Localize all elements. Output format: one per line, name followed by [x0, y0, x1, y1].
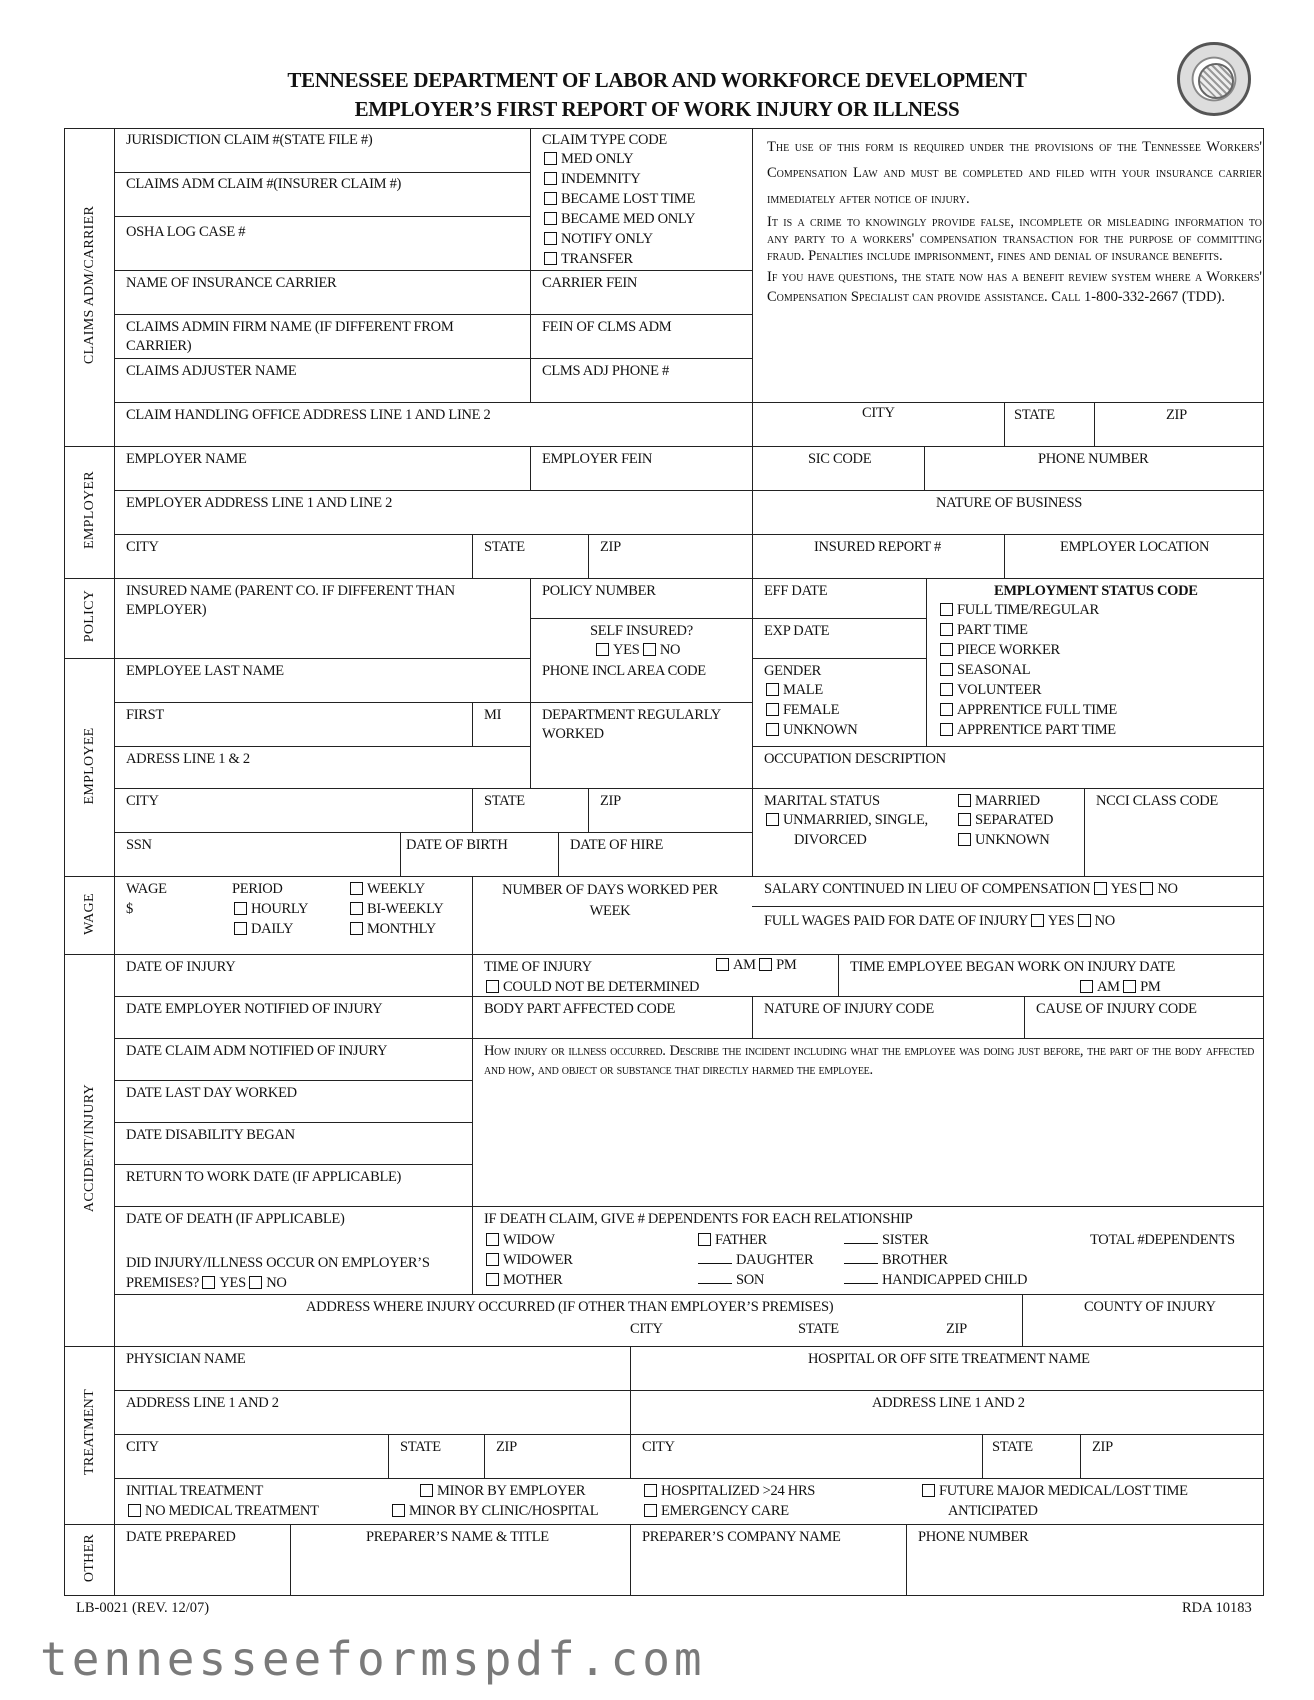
checkbox[interactable] — [958, 794, 971, 807]
status-part-time[interactable]: PART TIME — [940, 621, 1028, 640]
on-premises-question[interactable]: PREMISES? YES NO — [126, 1275, 287, 1291]
employer-state-label: STATE — [484, 539, 525, 555]
self-insured-no-checkbox[interactable] — [643, 643, 656, 656]
section-wage-label: WAGE — [82, 893, 97, 935]
treatment-future-major[interactable]: FUTURE MAJOR MEDICAL/LOST TIME — [922, 1482, 1188, 1501]
checkbox[interactable] — [350, 922, 363, 935]
time-began-work-label: TIME EMPLOYEE BEGAN WORK ON INJURY DATE — [850, 959, 1176, 975]
marital-unmarried[interactable]: UNMARRIED, SINGLE, — [766, 811, 928, 830]
checkbox[interactable] — [486, 1273, 499, 1286]
checkbox[interactable] — [940, 623, 953, 636]
employer-phone-label: PHONE NUMBER — [1038, 451, 1149, 467]
blank-line[interactable] — [844, 1243, 878, 1244]
checkbox[interactable] — [922, 1484, 935, 1497]
marital-divorced-label: DIVORCED — [794, 832, 867, 848]
checkbox[interactable] — [350, 882, 363, 895]
section-claims-label: CLAIMS ADM/CARRIER — [82, 205, 97, 365]
checkbox[interactable] — [766, 683, 779, 696]
death-claim-label: IF DEATH CLAIM, GIVE # DEPENDENTS FOR EACH RELATIONSHIP — [484, 1211, 913, 1227]
time-began-ampm[interactable]: AM PM — [1080, 978, 1160, 997]
ssn-label: SSN — [126, 837, 152, 853]
dependent-sister[interactable]: SISTER — [844, 1231, 929, 1250]
period-daily[interactable]: DAILY — [234, 920, 293, 939]
total-dependents-label: TOTAL #DEPENDENTS — [1090, 1232, 1235, 1248]
checkbox[interactable] — [958, 813, 971, 826]
treatment-anticipated-label: ANTICIPATED — [948, 1503, 1038, 1519]
checkbox[interactable] — [940, 723, 953, 736]
date-disability-label: DATE DISABILITY BEGAN — [126, 1127, 295, 1143]
form-number: LB-0021 (REV. 12/07) — [76, 1600, 210, 1616]
employer-location-label: EMPLOYER LOCATION — [1060, 539, 1210, 555]
salary-continued[interactable]: SALARY CONTINUED IN LIEU OF COMPENSATION YES NO — [764, 881, 1178, 897]
claim-office-address-label: CLAIM HANDLING OFFICE ADDRESS LINE 1 AND LINE 2 — [126, 407, 491, 423]
ncci-class-label: NCCI CLASS CODE — [1096, 793, 1218, 809]
checkbox[interactable] — [350, 902, 363, 915]
rda-number: RDA 10183 — [1182, 1600, 1252, 1616]
form-notice — [767, 134, 1262, 309]
hospital-city-label: CITY — [642, 1439, 675, 1455]
policy-number-label: POLICY NUMBER — [542, 583, 656, 599]
status-piece-worker[interactable]: PIECE WORKER — [940, 641, 1060, 660]
date-of-injury-label: DATE OF INJURY — [126, 959, 236, 975]
status-apprentice-full[interactable]: APPRENTICE FULL TIME — [940, 701, 1117, 720]
dependent-widow[interactable]: WIDOW — [486, 1231, 555, 1250]
clms-adj-phone-label: CLMS ADJ PHONE # — [542, 363, 669, 379]
eff-date-label: EFF DATE — [764, 583, 828, 599]
insurance-carrier-label: NAME OF INSURANCE CARRIER — [126, 275, 337, 291]
checkbox[interactable] — [1080, 980, 1093, 993]
checkbox[interactable] — [544, 232, 557, 245]
claims-admin-firm-label: CLAIMS ADMIN FIRM NAME (IF DIFFERENT FROM CARRIER) — [126, 319, 454, 354]
injury-state-label: STATE — [798, 1321, 839, 1337]
blank-line[interactable] — [698, 1263, 732, 1264]
employer-zip-label: ZIP — [600, 539, 621, 555]
checkbox[interactable] — [234, 902, 247, 915]
dependent-brother[interactable]: BROTHER — [844, 1251, 948, 1270]
treatment-minor-clinic[interactable]: MINOR BY CLINIC/HOSPITAL — [392, 1502, 598, 1521]
period-biweekly[interactable]: BI-WEEKLY — [350, 900, 443, 919]
claim-type-code-label: CLAIM TYPE CODE — [542, 132, 667, 148]
notice-requirement: The use of this form is required under the provisions of the Tennessee Workers' Compensation Law and must be completed and filed with your insurance carrier immediately after notice of injury. — [767, 139, 1262, 207]
date-adm-notified-label: DATE CLAIM ADM NOTIFIED OF INJURY — [126, 1043, 388, 1059]
return-to-work-label: RETURN TO WORK DATE (IF APPLICABLE) — [126, 1169, 402, 1185]
employee-city-label: CITY — [126, 793, 159, 809]
occupation-label: OCCUPATION DESCRIPTION — [764, 751, 946, 767]
injury-city-label: CITY — [630, 1321, 663, 1337]
initial-treatment-label: INITIAL TREATMENT — [126, 1483, 264, 1499]
nature-of-business-label: NATURE OF BUSINESS — [936, 495, 1083, 511]
claim-type-transfer[interactable]: TRANSFER — [544, 250, 633, 269]
physician-state-label: STATE — [400, 1439, 441, 1455]
preparer-name-label: PREPARER’S NAME & TITLE — [366, 1529, 549, 1545]
treatment-minor-employer[interactable]: MINOR BY EMPLOYER — [420, 1482, 585, 1501]
section-employee-label: EMPLOYEE — [82, 727, 97, 805]
section-other-label: OTHER — [82, 1533, 97, 1583]
section-accident-label: ACCIDENT/INJURY — [82, 1083, 97, 1213]
section-treatment-label: TREATMENT — [82, 1389, 97, 1475]
checkbox[interactable] — [644, 1484, 657, 1497]
period-label: PERIOD — [232, 881, 283, 897]
employer-address-label: EMPLOYER ADDRESS LINE 1 AND LINE 2 — [126, 495, 393, 511]
full-wages-paid[interactable]: FULL WAGES PAID FOR DATE OF INJURY YES NO — [764, 913, 1115, 929]
address-injury-label: ADDRESS WHERE INJURY OCCURRED (IF OTHER THAN EMPLOYER’S PREMISES) — [306, 1299, 834, 1315]
dependent-mother[interactable]: MOTHER — [486, 1271, 562, 1290]
checkbox[interactable] — [1031, 914, 1044, 927]
dependent-widower[interactable]: WIDOWER — [486, 1251, 573, 1270]
gender-label: GENDER — [764, 663, 822, 679]
could-not-be-determined[interactable]: COULD NOT BE DETERMINED — [486, 978, 699, 997]
period-weekly[interactable]: WEEKLY — [350, 880, 425, 899]
gender-unknown[interactable]: UNKNOWN — [766, 721, 857, 740]
treatment-emergency[interactable]: EMERGENCY CARE — [644, 1502, 789, 1521]
checkbox[interactable] — [486, 980, 499, 993]
date-prepared-label: DATE PREPARED — [126, 1529, 236, 1545]
physician-zip-label: ZIP — [496, 1439, 517, 1455]
checkbox[interactable] — [544, 252, 557, 265]
employment-status-title: EMPLOYMENT STATUS CODE — [994, 583, 1198, 599]
claim-type-became-med-only[interactable]: BECAME MED ONLY — [544, 210, 695, 229]
status-apprentice-part[interactable]: APPRENTICE PART TIME — [940, 721, 1116, 740]
dependent-handicapped[interactable]: HANDICAPPED CHILD — [844, 1271, 1027, 1290]
checkbox[interactable] — [544, 152, 557, 165]
body-part-label: BODY PART AFFECTED CODE — [484, 1001, 676, 1017]
how-injury-occurred-label: How injury or illness occurred. Describe the incident including what the employee was doing just before, the part of the body affected and how, and object or substance that directly harmed the employee. — [484, 1043, 1254, 1078]
gender-female[interactable]: FEMALE — [766, 701, 839, 720]
employee-zip-label: ZIP — [600, 793, 621, 809]
claims-adjuster-label: CLAIMS ADJUSTER NAME — [126, 363, 297, 379]
site-watermark: tennesseeformspdf.com — [40, 1632, 706, 1686]
claim-type-lost-time[interactable]: BECAME LOST TIME — [544, 190, 695, 209]
employee-state-label: STATE — [484, 793, 525, 809]
blank-line[interactable] — [844, 1283, 878, 1284]
wage-dollar-label: $ — [126, 901, 133, 917]
marital-married[interactable]: MARRIED — [958, 792, 1040, 811]
checkbox[interactable] — [544, 212, 557, 225]
marital-status-label: MARITAL STATUS — [764, 793, 880, 809]
on-premises-label-1: DID INJURY/ILLNESS OCCUR ON EMPLOYER’S — [126, 1255, 430, 1271]
marital-separated[interactable]: SEPARATED — [958, 811, 1053, 830]
exp-date-label: EXP DATE — [764, 623, 830, 639]
cause-of-injury-label: CAUSE OF INJURY CODE — [1036, 1001, 1197, 1017]
department-label: DEPARTMENT REGULARLY WORKED — [542, 707, 721, 742]
preparer-company-label: PREPARER’S COMPANY NAME — [642, 1529, 841, 1545]
checkbox[interactable] — [128, 1504, 141, 1517]
blank-line[interactable] — [844, 1263, 878, 1264]
checkbox[interactable] — [940, 703, 953, 716]
claim-city-label: CITY — [862, 405, 895, 421]
employer-name-label: EMPLOYER NAME — [126, 451, 247, 467]
wage-label: WAGE — [126, 881, 167, 897]
nature-of-injury-label: NATURE OF INJURY CODE — [764, 1001, 934, 1017]
date-employer-notified-label: DATE EMPLOYER NOTIFIED OF INJURY — [126, 1001, 383, 1017]
hospital-address-label: ADDRESS LINE 1 AND 2 — [872, 1395, 1025, 1411]
checkbox[interactable] — [766, 723, 779, 736]
notice-fraud-warning: It is a crime to knowingly provide false, incomplete or misleading information to any party to a workers' compensation transaction for the purpose of committing fraud. Penalties include imprisonment, fines and denial of insurance benefits. — [767, 214, 1262, 264]
sic-code-label: SIC CODE — [808, 451, 872, 467]
treatment-hospitalized[interactable]: HOSPITALIZED >24 HRS — [644, 1482, 815, 1501]
insured-report-label: INSURED REPORT # — [814, 539, 941, 555]
employer-fein-label: EMPLOYER FEIN — [542, 451, 653, 467]
dependent-son[interactable]: SON — [698, 1271, 764, 1290]
status-full-time[interactable]: FULL TIME/REGULAR — [940, 601, 1099, 620]
dependent-daughter[interactable]: DAUGHTER — [698, 1251, 813, 1270]
hospital-zip-label: ZIP — [1092, 1439, 1113, 1455]
checkbox[interactable] — [716, 958, 729, 971]
period-monthly[interactable]: MONTHLY — [350, 920, 436, 939]
checkbox[interactable] — [1078, 914, 1091, 927]
blank-line[interactable] — [698, 1283, 732, 1284]
time-of-injury-label: TIME OF INJURY — [484, 959, 592, 975]
checkbox[interactable] — [1123, 980, 1136, 993]
employee-last-name-label: EMPLOYEE LAST NAME — [126, 663, 284, 679]
employer-city-label: CITY — [126, 539, 159, 555]
days-worked-label: NUMBER OF DAYS WORKED PER WEEK — [502, 882, 718, 919]
claim-zip-label: ZIP — [1166, 407, 1187, 423]
section-employer-label: EMPLOYER — [82, 471, 97, 549]
checkbox[interactable] — [940, 643, 953, 656]
checkbox[interactable] — [940, 663, 953, 676]
claim-type-indemnity[interactable]: INDEMNITY — [544, 170, 640, 189]
time-of-injury-ampm[interactable]: AM PM — [716, 956, 796, 975]
checkbox[interactable] — [249, 1276, 262, 1289]
hospital-state-label: STATE — [992, 1439, 1033, 1455]
physician-address-label: ADDRESS LINE 1 AND 2 — [126, 1395, 279, 1411]
employee-first-label: FIRST — [126, 707, 164, 723]
preparer-phone-label: PHONE NUMBER — [918, 1529, 1029, 1545]
form-title-line2: EMPLOYER’S FIRST REPORT OF WORK INJURY OR ILLNESS — [354, 97, 960, 121]
checkbox[interactable] — [202, 1276, 215, 1289]
status-volunteer[interactable]: VOLUNTEER — [940, 681, 1041, 700]
checkbox[interactable] — [940, 603, 953, 616]
claims-adm-claim-label: CLAIMS ADM CLAIM #(INSURER CLAIM #) — [126, 176, 402, 192]
dependent-father[interactable]: FATHER — [698, 1231, 767, 1250]
notice-assistance: If you have questions, the state now has a benefit review system where a Workers' Compensation Specialist can provide assistance. Call 1-800-332-2667 (TDD). — [767, 269, 1262, 305]
claim-type-med-only[interactable]: MED ONLY — [544, 150, 633, 169]
employee-mi-label: MI — [484, 707, 502, 723]
dob-label: DATE OF BIRTH — [406, 837, 508, 853]
period-hourly[interactable]: HOURLY — [234, 900, 308, 919]
employee-address-label: ADRESS LINE 1 & 2 — [126, 751, 250, 767]
date-of-hire-label: DATE OF HIRE — [570, 837, 664, 853]
checkbox[interactable] — [392, 1504, 405, 1517]
treatment-no-medical[interactable]: NO MEDICAL TREATMENT — [128, 1502, 319, 1521]
checkbox[interactable] — [766, 813, 779, 826]
state-seal-icon — [1177, 42, 1251, 116]
hospital-name-label: HOSPITAL OR OFF SITE TREATMENT NAME — [808, 1351, 1090, 1367]
claim-type-notify-only[interactable]: NOTIFY ONLY — [544, 230, 653, 249]
checkbox[interactable] — [544, 192, 557, 205]
date-of-death-label: DATE OF DEATH (IF APPLICABLE) — [126, 1211, 345, 1227]
physician-city-label: CITY — [126, 1439, 159, 1455]
date-last-worked-label: DATE LAST DAY WORKED — [126, 1085, 297, 1101]
checkbox[interactable] — [766, 703, 779, 716]
checkbox[interactable] — [544, 172, 557, 185]
marital-unknown[interactable]: UNKNOWN — [958, 831, 1049, 850]
insured-name-label: INSURED NAME (PARENT CO. IF DIFFERENT THAN EMPLOYER) — [126, 583, 455, 618]
fein-clms-adm-label: FEIN OF CLMS ADM — [542, 319, 672, 335]
self-insured-options[interactable]: YES NO — [596, 641, 680, 660]
checkbox[interactable] — [420, 1484, 433, 1497]
checkbox[interactable] — [958, 833, 971, 846]
county-of-injury-label: COUNTY OF INJURY — [1084, 1299, 1216, 1315]
employee-phone-label: PHONE INCL AREA CODE — [542, 663, 706, 679]
status-seasonal[interactable]: SEASONAL — [940, 661, 1030, 680]
checkbox[interactable] — [644, 1504, 657, 1517]
checkbox[interactable] — [759, 958, 772, 971]
claim-state-label: STATE — [1014, 407, 1055, 423]
physician-name-label: PHYSICIAN NAME — [126, 1351, 246, 1367]
self-insured-yes-checkbox[interactable] — [596, 643, 609, 656]
checkbox[interactable] — [698, 1233, 711, 1246]
checkbox[interactable] — [1140, 882, 1153, 895]
checkbox[interactable] — [940, 683, 953, 696]
gender-male[interactable]: MALE — [766, 681, 823, 700]
checkbox[interactable] — [1094, 882, 1107, 895]
osha-log-label: OSHA LOG CASE # — [126, 224, 246, 240]
jurisdiction-claim-label: JURISDICTION CLAIM #(STATE FILE #) — [126, 132, 373, 148]
carrier-fein-label: CARRIER FEIN — [542, 275, 638, 291]
form-title-line1: TENNESSEE DEPARTMENT OF LABOR AND WORKFORCE DEVELOPMENT — [287, 68, 1027, 92]
injury-zip-label: ZIP — [946, 1321, 967, 1337]
section-policy-label: POLICY — [82, 589, 97, 643]
checkbox[interactable] — [234, 922, 247, 935]
checkbox[interactable] — [486, 1233, 499, 1246]
checkbox[interactable] — [486, 1253, 499, 1266]
self-insured-label: SELF INSURED? — [590, 623, 693, 639]
